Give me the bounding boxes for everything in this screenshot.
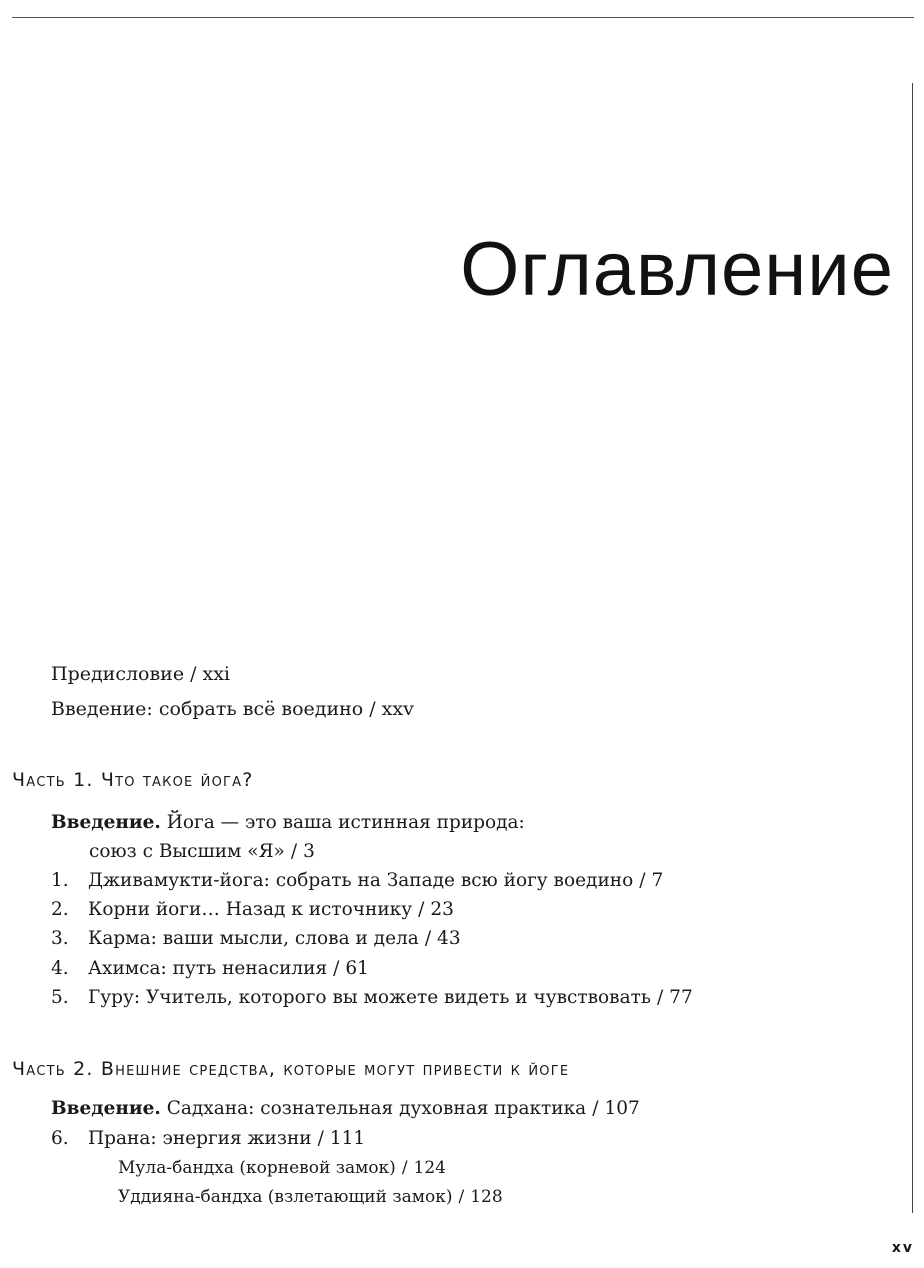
- separator: /: [656, 987, 664, 1008]
- toc-entry-introduction[interactable]: [51, 700, 414, 719]
- separator: /: [190, 663, 197, 685]
- separator: /: [418, 899, 425, 920]
- toc-entry-label: Садхана: сознательная духовная практика: [166, 1098, 587, 1119]
- toc-entry-chapter-5[interactable]: [51, 989, 693, 1008]
- toc-entry-chapter-4[interactable]: [51, 960, 369, 979]
- toc-entry-label: Йога — это ваша истинная природа:: [166, 812, 525, 833]
- toc-entry-label: Прана: энергия жизни: [88, 1128, 312, 1149]
- side-rule: [912, 83, 913, 1213]
- toc-entry-chapter-1[interactable]: [51, 872, 663, 891]
- chapter-number: 6.: [51, 1128, 69, 1149]
- separator: /: [458, 1187, 465, 1207]
- toc-entry-page: xxv: [381, 698, 414, 720]
- toc-entry-page: 111: [329, 1128, 366, 1149]
- toc-entry-chapter-3[interactable]: [51, 930, 461, 949]
- toc-entry-label: Карма: ваши мысли, слова и дела: [88, 928, 419, 949]
- separator: /: [290, 841, 298, 862]
- toc-entry-page: 43: [437, 928, 461, 949]
- toc-entry-page: 61: [345, 958, 369, 979]
- toc-entry-label: Уддияна-бандха (взлетающий замок): [118, 1187, 453, 1207]
- toc-subentry-mula-bandha[interactable]: [118, 1160, 446, 1177]
- intro-lead: Введение.: [51, 812, 161, 833]
- toc-entry-chapter-2[interactable]: [51, 901, 454, 920]
- toc-entry-label: Мула-бандха (корневой замок): [118, 1158, 396, 1178]
- intro-lead: Введение.: [51, 1098, 161, 1119]
- toc-entry-label: Предисловие: [51, 663, 185, 685]
- separator: /: [317, 1128, 324, 1149]
- separator: /: [333, 958, 340, 979]
- toc-entry-page: 107: [604, 1098, 640, 1119]
- chapter-number: 5.: [51, 987, 69, 1008]
- toc-entry-part2-intro[interactable]: [51, 1100, 640, 1119]
- toc-entry-page: 3: [303, 841, 315, 862]
- toc-entry-page: 7: [651, 870, 664, 891]
- toc-subentry-uddiyana-bandha[interactable]: [118, 1189, 503, 1206]
- chapter-number: 3.: [51, 928, 69, 949]
- separator: /: [401, 1158, 408, 1178]
- separator: /: [639, 870, 646, 891]
- top-rule: [12, 17, 914, 18]
- toc-entry-label: союз с Высшим «Я»: [89, 841, 285, 862]
- page-number: xv: [891, 1240, 914, 1256]
- toc-entry-chapter-6[interactable]: [51, 1130, 365, 1149]
- toc-entry-part1-intro-cont[interactable]: [89, 843, 315, 862]
- toc-entry-preface[interactable]: [51, 665, 230, 684]
- toc-entry-page: 124: [413, 1158, 446, 1178]
- toc-entry-label: Дживамукти-йога: собрать на Западе всю йогу воедино: [88, 870, 634, 891]
- chapter-number: 2.: [51, 899, 69, 920]
- toc-entry-page: 77: [669, 987, 693, 1008]
- toc-entry-page: xxi: [202, 663, 231, 685]
- separator: /: [592, 1098, 599, 1119]
- toc-entry-part1-intro[interactable]: [51, 814, 525, 833]
- separator: /: [369, 698, 376, 720]
- page-title: Оглавление: [460, 227, 894, 312]
- toc-entry-page: 128: [470, 1187, 503, 1207]
- part-1-heading[interactable]: Часть 1. Что такое йога?: [12, 769, 254, 791]
- toc-entry-page: 23: [430, 899, 454, 920]
- chapter-number: 4.: [51, 958, 69, 979]
- separator: /: [424, 928, 432, 949]
- toc-entry-label: Ахимса: путь ненасилия: [88, 958, 328, 979]
- toc-entry-label: Гуру: Учитель, которого вы можете видеть и чувствовать: [88, 987, 651, 1008]
- toc-entry-label: Введение: собрать всё воедино: [51, 698, 364, 720]
- toc-entry-label: Корни йоги… Назад к источнику: [88, 899, 413, 920]
- chapter-number: 1.: [51, 870, 69, 891]
- part-2-heading[interactable]: Часть 2. Внешние средства, которые могут привести к йоге: [12, 1058, 570, 1080]
